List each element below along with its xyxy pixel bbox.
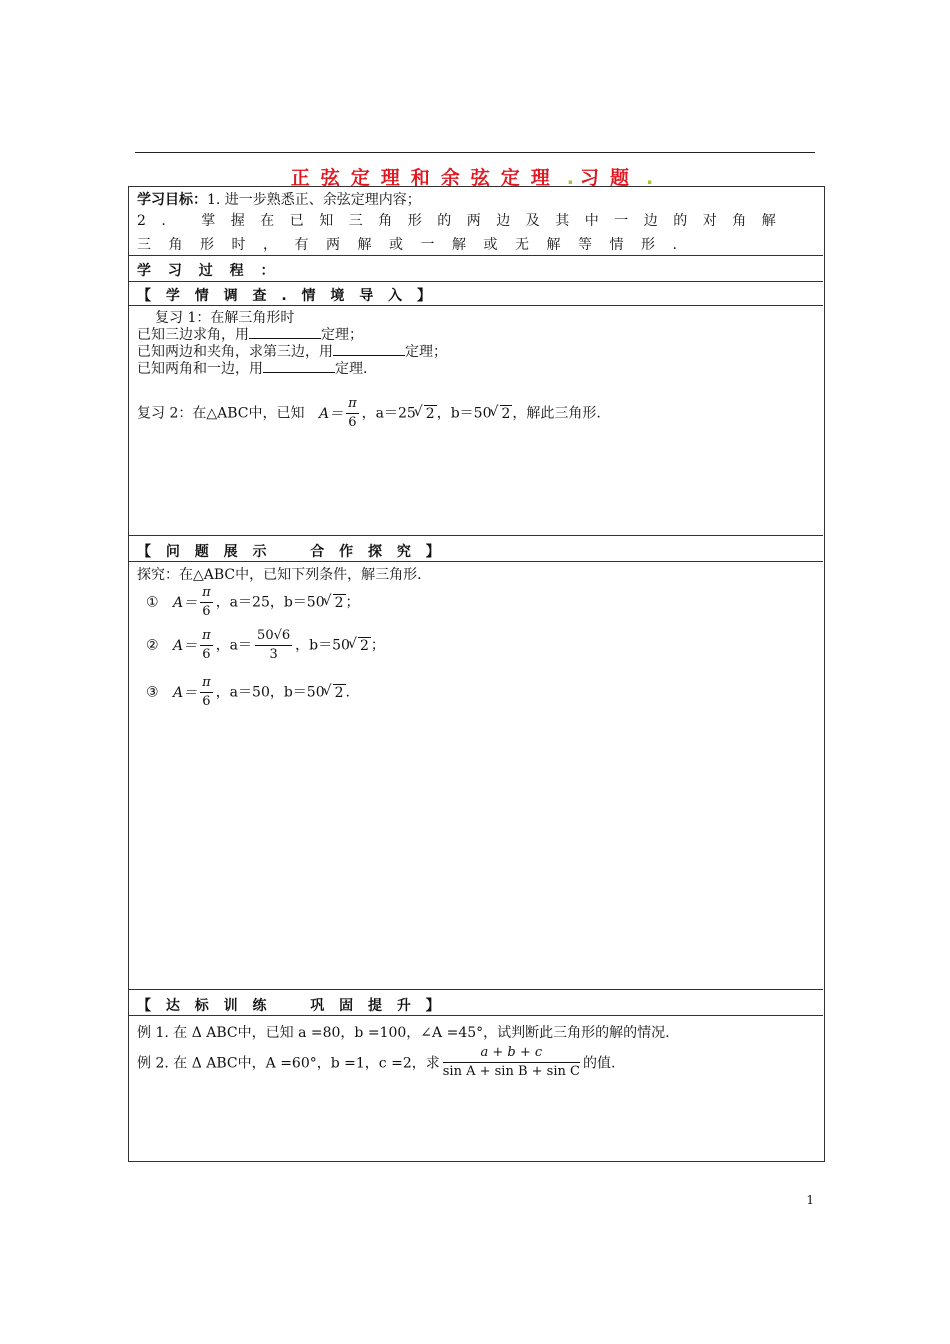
review1-c [137, 358, 367, 378]
fraction [200, 584, 213, 621]
item-a: ，a＝ [215, 637, 253, 654]
fraction [255, 627, 292, 664]
item-end: ； [345, 594, 360, 611]
row-divider [128, 561, 823, 562]
goals-line-1 [137, 189, 421, 209]
goals-line-3: 三角形时，有两解或一解或无解等情形. [137, 237, 695, 253]
review2 [137, 395, 601, 432]
fraction [443, 1044, 580, 1081]
item-marker: ① [146, 594, 159, 611]
header-rule [135, 152, 815, 153]
row-divider [128, 535, 823, 536]
review2-a: ，a＝25 [361, 405, 416, 422]
fraction-numerator: 50√6 [255, 627, 292, 646]
example-1: 例 1. 在 Δ ABC中，已知 a =80，b =100，∠A =45°，试判断此三角形的解的情况. [137, 1025, 670, 1041]
fraction-numerator: π [200, 674, 213, 693]
review2-end: ，解此三角形. [512, 405, 601, 422]
item-marker: ② [146, 637, 159, 654]
fraction-denominator: sin A + sin B + sin C [442, 1064, 580, 1079]
row-divider [128, 989, 823, 990]
sqrt: √ 2 [358, 637, 371, 654]
item-values: ，a＝50，b＝50 [215, 684, 325, 701]
goals-label: 学习目标： [137, 192, 207, 208]
fraction [346, 395, 359, 432]
item-values: ，b＝50 [295, 637, 350, 654]
answer-blank[interactable] [249, 326, 321, 339]
sqrt: √ 2 [424, 405, 437, 422]
fraction-denominator: 6 [202, 647, 211, 662]
answer-blank[interactable] [333, 343, 405, 356]
fraction [200, 674, 213, 711]
fraction-denominator: 3 [269, 647, 278, 662]
row-divider [128, 255, 823, 256]
fraction-numerator: π [200, 627, 213, 646]
fraction-denominator: 6 [202, 694, 211, 709]
review1-b-end: 定理； [405, 344, 447, 360]
item-values: ，a＝25，b＝50 [215, 594, 325, 611]
row-divider [128, 305, 823, 306]
title-main: 正弦定理和余弦定理 [290, 167, 561, 189]
example-2-text: 例 2. 在 Δ ABC中，A =60°，b =1，c =2，求 [137, 1055, 440, 1072]
review1-b-text: 已知两边和夹角，求第三边，用 [137, 344, 333, 360]
review2-text: 复习 2：在△ABC中，已知 [137, 405, 305, 422]
sqrt: √ 2 [333, 594, 346, 611]
row-divider [128, 1015, 823, 1016]
fraction [200, 627, 213, 664]
item-angle: A＝ [173, 637, 198, 654]
sqrt: √ 2 [333, 684, 346, 701]
explore-intro: 探究：在△ABC中，已知下列条件，解三角形. [137, 567, 422, 583]
example-2-end: 的值. [582, 1055, 616, 1072]
review1-title: 复习 1：在解三角形时 [155, 310, 295, 326]
item-end: ； [370, 637, 385, 654]
review1-a-end: 定理； [321, 327, 363, 343]
fraction-denominator: 6 [202, 604, 211, 619]
section2-header: 【 问 题 展 示 合 作 探 究 】 [137, 544, 445, 560]
goals-line-2: 2. 掌握在已知三角形的两边及其中一边的对角解 [137, 213, 792, 229]
explore-item-1 [146, 584, 360, 621]
item-end: . [345, 684, 350, 701]
fraction-numerator: π [346, 395, 359, 414]
item-angle: A＝ [173, 684, 198, 701]
section1-header: 【 学 情 调 查 . 情 境 导 入 】 [137, 288, 437, 304]
process-header: 学 习 过 程 ： [137, 263, 281, 279]
review2-angle: A＝ [318, 405, 344, 422]
title-dot: . [566, 167, 574, 189]
explore-item-3 [146, 674, 350, 711]
title-dot-end: . [646, 167, 654, 189]
review1-c-end: 定理. [335, 361, 368, 377]
page-number: 1 [806, 1193, 814, 1207]
review1-a-text: 已知三边求角，用 [137, 327, 249, 343]
item-angle: A＝ [173, 594, 198, 611]
sqrt: √ 2 [500, 405, 513, 422]
row-divider [128, 281, 823, 282]
fraction-numerator: a + b + c [443, 1044, 580, 1063]
fraction-numerator: π [200, 584, 213, 603]
item-marker: ③ [146, 684, 159, 701]
fraction-denominator: 6 [348, 415, 357, 430]
answer-blank[interactable] [263, 360, 335, 373]
section3-header: 【 达 标 训 练 巩 固 提 升 】 [137, 998, 445, 1014]
goals-text-1: 1. 进一步熟悉正、余弦定理内容； [207, 192, 421, 208]
title-tail: 习题 [580, 167, 641, 189]
example-2 [137, 1044, 615, 1081]
explore-item-2 [146, 627, 385, 664]
review2-b: ，b＝50 [436, 405, 492, 422]
review1-c-text: 已知两角和一边，用 [137, 361, 263, 377]
